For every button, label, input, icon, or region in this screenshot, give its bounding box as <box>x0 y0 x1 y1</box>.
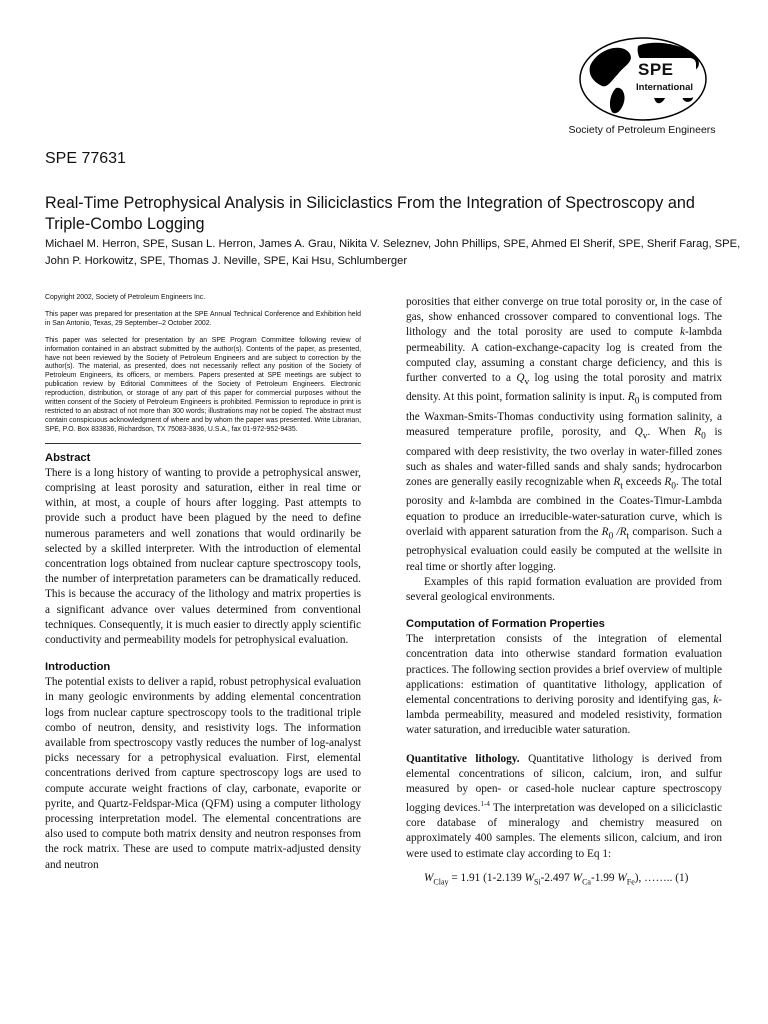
abstract-heading: Abstract <box>45 451 91 464</box>
paper-number: SPE 77631 <box>45 150 126 167</box>
left-column <box>45 294 361 873</box>
copyright-divider <box>45 443 361 444</box>
equation-1: $W_{Clay} = 1.91$ (1-2.139 $W_{Si}-2.497$ $W_{Ca}-1.99$ $W_{Fe}$), …….. (1) <box>424 871 689 886</box>
right-paragraph-1: porosities that either converge on true total porosity or, in the case of gas, show enhanced crossover compared to conventional logs. The lithology and the total porosity are used to compute k-lambda permeability. A cation-exchange-capacity log is created from the computed clay, assuming a constant charge deficiency, and this is further converted to a $Q_v$ log using the total porosity and matrix density. At this point, formation salinity is input. $R_0$ is computed from the Waxman-Smits-Thomas conductivity using formation salinity, a measured temperature profile, porosity, and $Q_v$. When $R_0$ is compared with deep resistivity, the two overlay in water-filled zones such as shales and water-filled sands and shaly sands; hydrocarbon zones are generally easily recognizable when $R_t$ exceeds $R_0$. The total porosity and k-lambda are combined in the Coates-Timur-Lambda equation to produce an irreducible-water-saturation curve, which is overlaid with apparent saturation from the $R_0$ $/R_t$ comparison. Such a petrophysical evaluation could easily be computed at the wellsite in real time or shortly after logging. <box>406 296 723 573</box>
computation-text: The interpretation consists of the integration of elemental concentration data into otherwise standard formation evaluation practices. The following section provides a brief overview of multiple applications: estimation of quantitative lithology, application of elemental concentrations to deriving porosity and identifying gas, k-lambda permeability, measured and modeled resistivity, formation water saturation, and irreducible water saturation. <box>406 633 723 737</box>
right-paragraph-2: Examples of this rapid formation evaluation are provided from several geological environments. <box>406 575 722 603</box>
copyright-prepared: This paper was prepared for presentation at the SPE Annual Technical Conference and Exhibition held in San Antonio, Texas, 29 September–2 October 2002. <box>45 310 361 327</box>
copyright-selected: This paper was selected for presentation by an SPE Program Committee following review of information contained in an abstract submitted by the author(s). Contents of the paper, as presented, have not been reviewed by the Society of Petroleum Engineers and are subject to correction by the author(s). The material, as presented, does not necessarily reflect any position of the Society of Petroleum Engineers, its officers, or members. Papers presented at SPE meetings are subject to publication review by Editorial Committees of the Society of Petroleum Engineers. Electronic reproduction, distribution, or storage of any part of this paper for commercial purposes without the written consent of the Society of Petroleum Engineers is prohibited. Permission to reproduce in print is restricted to an abstract of not more than 300 words; illustrations may not be copied. The abstract must contain conspicuous acknowledgment of where and by whom the paper was presented. Write Librarian, SPE, P.O. Box 833836, Richardson, TX 75083-3836, U.S.A., fax 01-972-952-9435. <box>45 336 361 433</box>
introduction-text: The potential exists to deliver a rapid, robust petrophysical evaluation in many geologic environments by adding elemental concentration logs from nuclear capture spectroscopy tools to the traditional triple combo of neutron, density, and resistivity logs. The information available from spectroscopy vastly reduces the number of log-analyst picks necessary for a petrophysical evaluation. First, elemental concentrations derived from capture spectroscopy logs are used to compute accurate weight fractions of clay, carbonate, evaporite or pyrite, and Quartz-Feldspar-Mica (QFM) using a computer lithology processing interpretation model. The elemental concentrations are also used to compute both matrix density and neutron responses from the rock matrix. These are used to compute matrix-adjusted density and neutron <box>45 676 361 871</box>
quantitative-lithology-heading: Quantitative lithology. <box>406 752 520 765</box>
copyright-line: Copyright 2002, Society of Petroleum Engineers Inc. <box>45 294 206 301</box>
introduction-heading: Introduction <box>45 661 111 674</box>
quantitative-lithology-text: Quantitative lithology. Quantitative lithology is derived from elemental concentrations of silicon, calcium, iron, and sulfur measured by open- or cased-hole nuclear capture spectroscopy logging devices.$^{1-4}$ The interpretation was developed on a siliciclastic core database of mineralogy and chemistry measured on approximately 400 samples. The elements silicon, calcium, and iron were used to estimate clay according to Eq 1: <box>406 752 722 860</box>
logo-spe-text: SPE <box>638 60 674 79</box>
paper-title: Real-Time Petrophysical Analysis in Siliciclastics From the Integration of Spectroscopy and Triple-Combo Logging <box>45 194 695 233</box>
abstract-text: There is a long history of wanting to provide a petrophysical answer, comprising at least porosity and saturation, either in real time or within, at most, a couple of hours after logging. Past attempts to provide such a product have been plagued by the need to define numerous parameters and well zonations that would ordinarily be selected by a skilled interpreter. With the introduction of elemental concentration logs obtained from nuclear capture spectroscopy tools, the number of interpretation parameters can be dramatically reduced. This is because the accuracy of the lithology and matrix properties is a significant advance over values determined from conventional techniques. Consequently, it is much easier to directly apply scientific conductivity and permeability models for petrophysical evaluation. <box>45 466 361 646</box>
logo-society-name: Society of Petroleum Engineers <box>568 124 716 136</box>
author-list: Michael M. Herron, SPE, Susan L. Herron, James A. Grau, Nikita V. Seleznev, John Phillips, SPE, Ahmed El Sherif, SPE, Sherif Farag, SPE, John P. Horkowitz, SPE, Thomas J. Neville, SPE, Kai Hsu, Schlumberger <box>45 238 741 267</box>
computation-heading: Computation of Formation Properties <box>406 618 605 631</box>
right-column <box>406 295 722 886</box>
logo-international-text: International <box>636 82 694 93</box>
spe-international-logo <box>556 36 728 136</box>
